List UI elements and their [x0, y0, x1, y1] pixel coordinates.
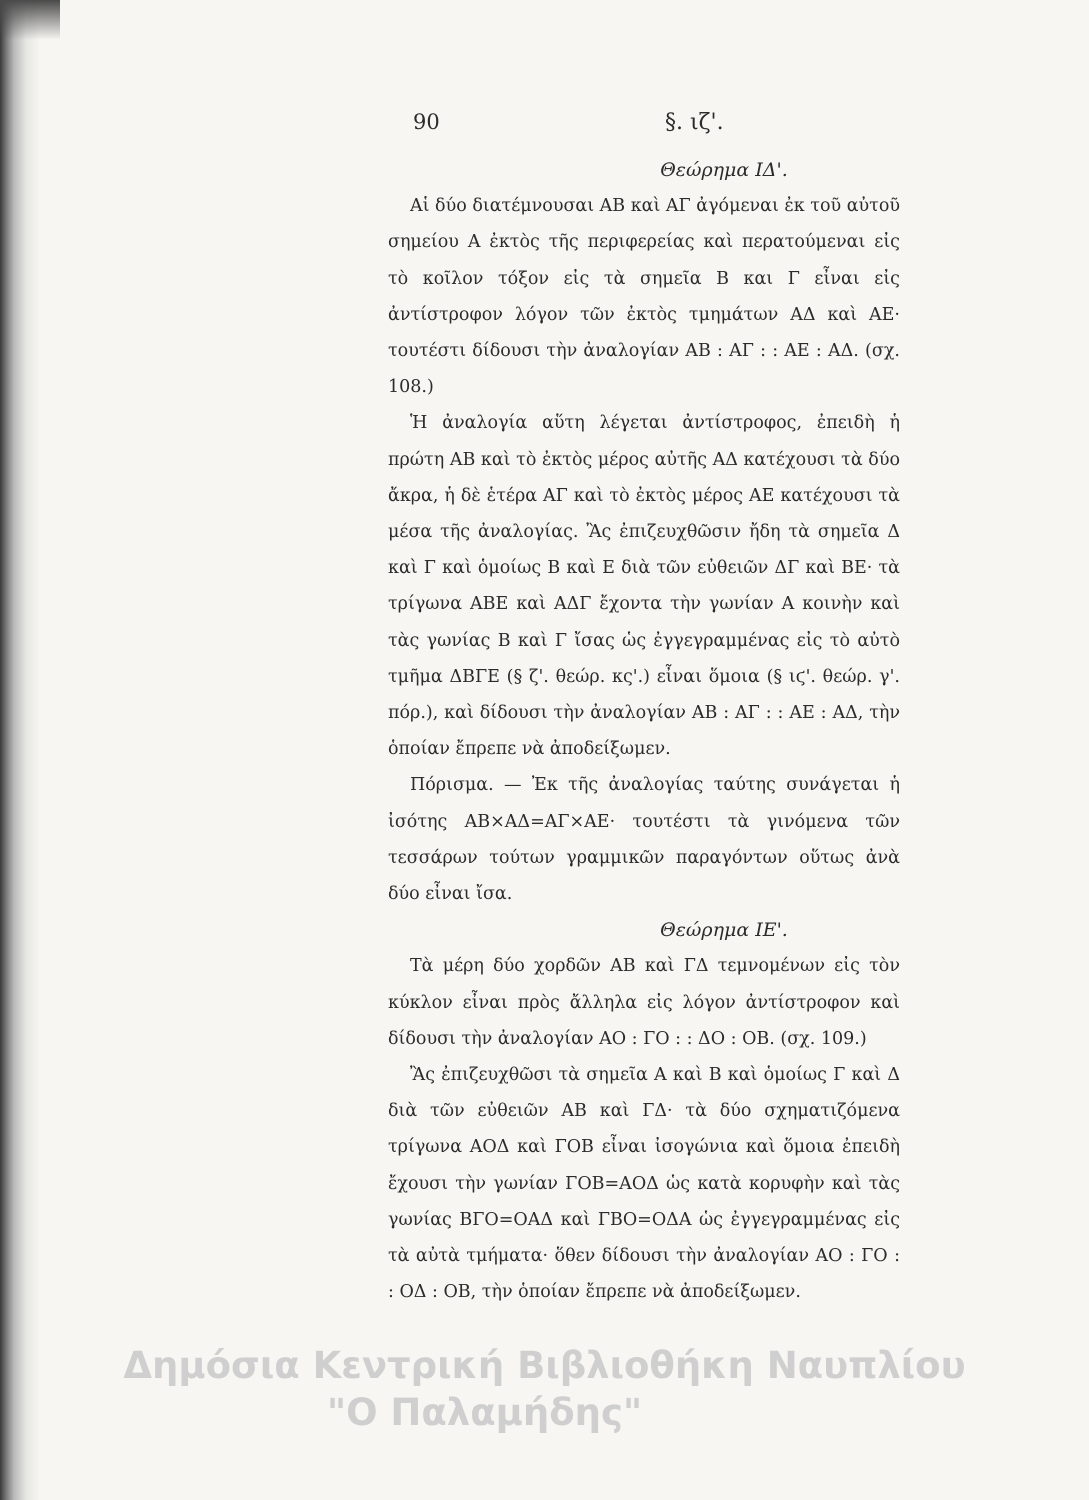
watermark-line-1: Δημόσια Κεντρική Βιβλιοθήκη Ναυπλίου — [123, 1344, 966, 1387]
page-body — [388, 152, 900, 1311]
page-header — [0, 106, 1089, 146]
theorem-14-title: Θεώρημα ΙΔ'. — [660, 159, 788, 181]
section-marker: §. ιζ'. — [665, 110, 724, 135]
page-corner-shadow — [0, 0, 60, 40]
theorem-14-statement: Αἱ δύο διατέμνουσαι ΑΒ καὶ ΑΓ ἀγόμεναι ἐκ τοῦ αὐτοῦ σημείου Α ἐκτὸς τῆς περιφερείας καὶ περατούμεναι εἰς τὸ κοῖλον τόξον εἰς τὰ σημεῖα Β και Γ εἶναι εἰς ἀντίστροφον λόγον τῶν ἐκτὸς τμημάτων ΑΔ καὶ ΑΕ· τουτέστι δίδουσι τὴν ἀναλογίαν ΑΒ : ΑΓ : : ΑΕ : ΑΔ. (σχ. 108.) — [388, 196, 901, 398]
theorem-14-proof: Ἡ ἀναλογία αὕτη λέγεται ἀντίστροφος, ἐπειδὴ ἡ πρώτη ΑΒ καὶ τὸ ἐκτὸς μέρος αὐτῆς ΑΔ κατέχουσι τὰ δύο ἄκρα, ἡ δὲ ἑτέρα ΑΓ καὶ τὸ ἐκτὸς μέρος ΑΕ κατέχουσι τὰ μέσα τῆς ἀναλογίας. Ἂς ἐπιζευχθῶσιν ἤδη τὰ σημεῖα Δ καὶ Γ καὶ ὁμοίως Β καὶ Ε διὰ τῶν εὐθειῶν ΔΓ καὶ ΒΕ· τὰ τρίγωνα ΑΒΕ καὶ ΑΔΓ ἔχοντα τὴν γωνίαν Α κοινὴν καὶ τὰς γωνίας Β καὶ Γ ἴσας ὡς ἐγγεγραμμένας εἰς τὸ αὐτὸ τμῆμα ΔΒΓΕ (§ ζ'. θεώρ. κς'.) εἶναι ὅμοια (§ ιϛ'. θεώρ. γ'. πόρ.), καὶ δίδουσι τὴν ἀναλογίαν ΑΒ : ΑΓ : : ΑΕ : ΑΔ, τὴν ὁποίαν ἔπρεπε νὰ ἀποδείξωμεν. — [388, 413, 900, 760]
page-left-edge-shadow — [0, 0, 40, 1500]
theorem-15-statement: Τὰ μέρη δύο χορδῶν ΑΒ καὶ ΓΔ τεμνομένων εἰς τὸν κύκλον εἶναι πρὸς ἄλληλα εἰς λόγον ἀντίστροφον καὶ δίδουσι τὴν ἀναλογίαν ΑΟ : ΓΟ : : ΔΟ : ΟΒ. (σχ. 109.) — [388, 956, 900, 1049]
theorem-14-corollary: Πόρισμα. — Ἐκ τῆς ἀναλογίας ταύτης συνάγεται ἡ ἰσότης ΑΒ×ΑΔ=ΑΓ×ΑΕ· τουτέστι τὰ γινόμενα τῶν τεσσάρων τούτων γραμμικῶν παραγόντων οὕτως ἀνὰ δύο εἶναι ἴσα. — [388, 775, 900, 905]
watermark-line-2: "Ο Παλαμήδης" — [326, 1391, 643, 1434]
theorem-15-proof: Ἂς ἐπιζευχθῶσι τὰ σημεῖα Α καὶ Β καὶ ὁμοίως Γ καὶ Δ διὰ τῶν εὐθειῶν ΑΒ καὶ ΓΔ· τὰ δύο σχηματιζόμενα τρίγωνα ΑΟΔ καὶ ΓΟΒ εἶναι ἰσογώνια καὶ ὅμοια ἐπειδὴ ἔχουσι τὴν γωνίαν ΓΟΒ=ΑΟΔ ὡς κατὰ κορυφὴν καὶ τὰς γωνίας ΒΓΟ=ΟΑΔ καὶ ΓΒΟ=ΟΔΑ ὡς ἐγγεγραμμένας εἰς τὰ αὐτὰ τμήματα· ὅθεν δίδουσι τὴν ἀναλογίαν ΑΟ : ΓΟ : : ΟΔ : ΟΒ, τὴν ὁποίαν ἔπρεπε νὰ ἀποδείξωμεν. — [388, 1065, 900, 1303]
library-watermark — [0, 1342, 1089, 1436]
theorem-15-title: Θεώρημα ΙΕ'. — [660, 919, 788, 942]
page-number: 90 — [413, 110, 440, 134]
